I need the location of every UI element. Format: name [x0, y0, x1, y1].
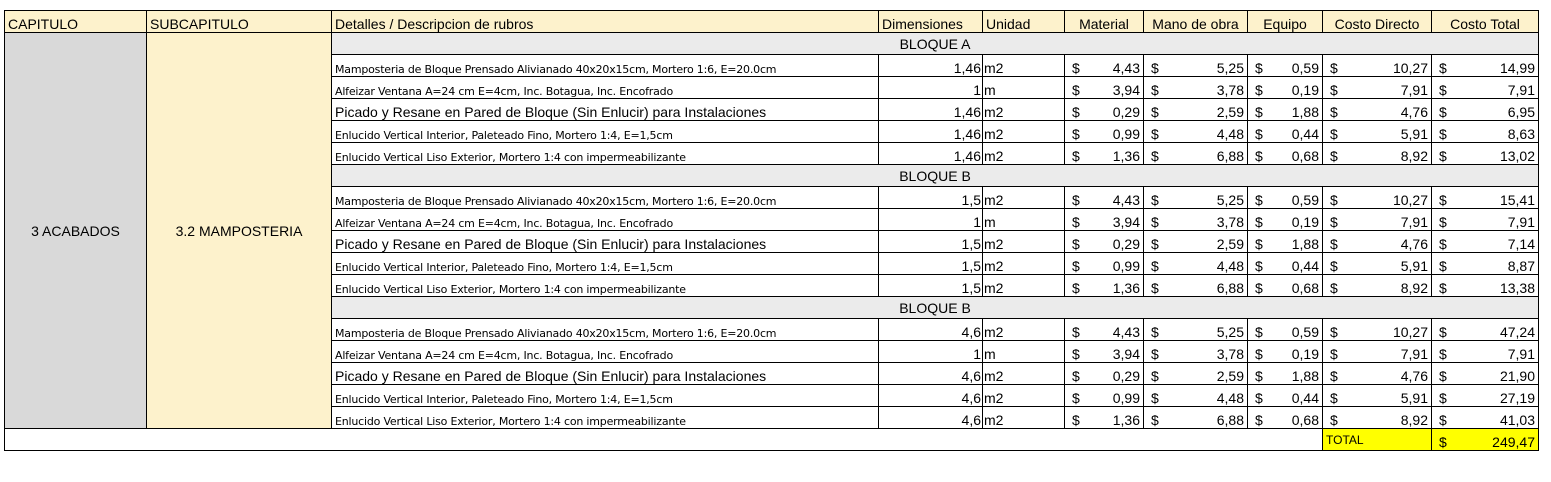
costo-total-cell-value: 7,91	[1507, 346, 1535, 362]
material-cell	[1065, 275, 1144, 297]
equipo-cell	[1248, 275, 1323, 297]
currency-symbol: $	[1255, 368, 1263, 384]
unit-cell: m2	[983, 253, 1065, 275]
costo-total-cell	[1432, 341, 1539, 363]
currency-symbol: $	[1255, 60, 1263, 76]
total-value: 249,47	[1492, 434, 1535, 450]
unit-cell: m2	[983, 319, 1065, 341]
currency-symbol: $	[1330, 126, 1338, 142]
currency-symbol: $	[1439, 280, 1447, 296]
costo-directo-cell	[1323, 275, 1432, 297]
block-title-row	[5, 33, 1539, 55]
material-cell-value: 0,29	[1112, 236, 1140, 252]
mano-obra-cell-value: 3,78	[1216, 346, 1244, 362]
material-cell-value: 0,29	[1112, 104, 1140, 120]
material-cell	[1065, 143, 1144, 165]
material-cell	[1065, 253, 1144, 275]
dimension-cell: 1,5	[879, 231, 983, 253]
dimension-cell: 1,46	[879, 143, 983, 165]
mano-obra-cell	[1144, 209, 1248, 231]
unit-cell: m2	[983, 385, 1065, 407]
costo-total-cell-value: 14,99	[1499, 60, 1535, 76]
currency-symbol: $	[1330, 104, 1338, 120]
costo-total-cell	[1432, 363, 1539, 385]
currency-symbol: $	[1151, 346, 1159, 362]
currency-symbol: $	[1439, 324, 1447, 340]
costo-total-cell	[1432, 407, 1539, 429]
equipo-cell-value: 0,44	[1291, 126, 1319, 142]
mano-obra-cell	[1144, 99, 1248, 121]
equipo-cell	[1248, 363, 1323, 385]
header-costo-total: Costo Total	[1432, 11, 1539, 33]
costo-directo-cell	[1323, 121, 1432, 143]
currency-symbol: $	[1330, 236, 1338, 252]
currency-symbol: $	[1255, 412, 1263, 428]
currency-symbol: $	[1255, 192, 1263, 208]
costo-directo-cell-value: 5,91	[1400, 390, 1428, 406]
currency-symbol: $	[1439, 236, 1447, 252]
material-cell-value: 3,94	[1112, 214, 1140, 230]
currency-symbol: $	[1072, 346, 1080, 362]
currency-symbol: $	[1072, 104, 1080, 120]
costo-total-cell	[1432, 209, 1539, 231]
costo-total-cell-value: 6,95	[1507, 104, 1535, 120]
costo-total-cell	[1432, 385, 1539, 407]
mano-obra-cell	[1144, 77, 1248, 99]
material-cell-value: 4,43	[1112, 60, 1140, 76]
unit-cell: m2	[983, 275, 1065, 297]
equipo-cell-value: 1,88	[1291, 104, 1319, 120]
mano-obra-cell	[1144, 363, 1248, 385]
dimension-cell: 1,46	[879, 55, 983, 77]
costo-total-cell	[1432, 231, 1539, 253]
currency-symbol: $	[1072, 280, 1080, 296]
currency-symbol: $	[1439, 434, 1447, 450]
costo-directo-cell	[1323, 385, 1432, 407]
costo-total-cell-value: 21,90	[1499, 368, 1535, 384]
mano-obra-cell	[1144, 231, 1248, 253]
rubro-description: Mamposteria de Bloque Prensado Alivianado 40x20x15cm, Mortero 1:6, E=20.0cm	[332, 319, 879, 341]
material-cell	[1065, 385, 1144, 407]
currency-symbol: $	[1255, 346, 1263, 362]
unit-cell: m2	[983, 231, 1065, 253]
equipo-cell-value: 1,88	[1291, 368, 1319, 384]
currency-symbol: $	[1330, 390, 1338, 406]
material-cell	[1065, 407, 1144, 429]
currency-symbol: $	[1330, 368, 1338, 384]
costo-total-cell-value: 8,87	[1507, 258, 1535, 274]
unit-cell: m2	[983, 99, 1065, 121]
currency-symbol: $	[1255, 126, 1263, 142]
dimension-cell: 1,5	[879, 253, 983, 275]
equipo-cell-value: 0,59	[1291, 324, 1319, 340]
dimension-cell: 4,6	[879, 319, 983, 341]
material-cell	[1065, 55, 1144, 77]
costo-directo-cell-value: 7,91	[1400, 346, 1428, 362]
currency-symbol: $	[1439, 368, 1447, 384]
currency-symbol: $	[1439, 390, 1447, 406]
currency-symbol: $	[1072, 258, 1080, 274]
dimension-cell: 1	[879, 341, 983, 363]
rubro-description: Picado y Resane en Pared de Bloque (Sin Enlucir) para Instalaciones	[332, 363, 879, 385]
dimension-cell: 4,6	[879, 407, 983, 429]
rubro-description: Enlucido Vertical Interior, Paleteado Fino, Mortero 1:4, E=1,5cm	[332, 253, 879, 275]
equipo-cell-value: 0,19	[1291, 82, 1319, 98]
currency-symbol: $	[1072, 412, 1080, 428]
currency-symbol: $	[1330, 82, 1338, 98]
rubro-description: Enlucido Vertical Interior, Paleteado Fino, Mortero 1:4, E=1,5cm	[332, 121, 879, 143]
costo-directo-cell-value: 4,76	[1400, 368, 1428, 384]
material-cell	[1065, 231, 1144, 253]
unit-cell: m2	[983, 55, 1065, 77]
header-row	[5, 11, 1539, 33]
header-mano-obra: Mano de obra	[1144, 11, 1248, 33]
equipo-cell-value: 0,68	[1291, 412, 1319, 428]
currency-symbol: $	[1439, 148, 1447, 164]
header-subcapitulo: SUBCAPITULO	[147, 11, 332, 33]
costo-directo-cell	[1323, 77, 1432, 99]
rubro-description: Alfeizar Ventana A=24 cm E=4cm, Inc. Botagua, Inc. Encofrado	[332, 341, 879, 363]
mano-obra-cell-value: 6,88	[1216, 148, 1244, 164]
dimension-cell: 1	[879, 209, 983, 231]
equipo-cell-value: 0,19	[1291, 346, 1319, 362]
costo-total-cell	[1432, 319, 1539, 341]
equipo-cell	[1248, 253, 1323, 275]
costo-directo-cell	[1323, 319, 1432, 341]
total-spacer	[5, 429, 1323, 451]
currency-symbol: $	[1151, 192, 1159, 208]
mano-obra-cell	[1144, 319, 1248, 341]
costo-directo-cell	[1323, 143, 1432, 165]
costo-directo-cell-value: 10,27	[1392, 324, 1428, 340]
mano-obra-cell	[1144, 55, 1248, 77]
currency-symbol: $	[1072, 324, 1080, 340]
currency-symbol: $	[1072, 236, 1080, 252]
equipo-cell	[1248, 319, 1323, 341]
currency-symbol: $	[1330, 60, 1338, 76]
costo-directo-cell	[1323, 253, 1432, 275]
currency-symbol: $	[1439, 192, 1447, 208]
currency-symbol: $	[1330, 346, 1338, 362]
mano-obra-cell-value: 6,88	[1216, 280, 1244, 296]
currency-symbol: $	[1151, 280, 1159, 296]
material-cell-value: 0,99	[1112, 126, 1140, 142]
material-cell	[1065, 363, 1144, 385]
mano-obra-cell	[1144, 253, 1248, 275]
costo-total-cell-value: 27,19	[1499, 390, 1535, 406]
equipo-cell	[1248, 121, 1323, 143]
header-dimensiones: Dimensiones	[879, 11, 983, 33]
costo-total-cell-value: 13,02	[1499, 148, 1535, 164]
material-cell-value: 0,29	[1112, 368, 1140, 384]
costo-total-cell	[1432, 253, 1539, 275]
rubro-description: Alfeizar Ventana A=24 cm E=4cm, Inc. Botagua, Inc. Encofrado	[332, 209, 879, 231]
costo-total-cell	[1432, 77, 1539, 99]
equipo-cell-value: 0,19	[1291, 214, 1319, 230]
mano-obra-cell-value: 2,59	[1216, 104, 1244, 120]
material-cell-value: 0,99	[1112, 390, 1140, 406]
equipo-cell	[1248, 143, 1323, 165]
mano-obra-cell	[1144, 275, 1248, 297]
equipo-cell-value: 0,59	[1291, 192, 1319, 208]
costo-directo-cell	[1323, 231, 1432, 253]
material-cell-value: 1,36	[1112, 280, 1140, 296]
equipo-cell-value: 0,68	[1291, 148, 1319, 164]
header-costo-directo: Costo Directo	[1323, 11, 1432, 33]
material-cell	[1065, 209, 1144, 231]
currency-symbol: $	[1151, 214, 1159, 230]
costo-directo-cell	[1323, 187, 1432, 209]
currency-symbol: $	[1151, 60, 1159, 76]
unit-cell: m2	[983, 121, 1065, 143]
mano-obra-cell-value: 5,25	[1216, 60, 1244, 76]
currency-symbol: $	[1151, 324, 1159, 340]
currency-symbol: $	[1151, 368, 1159, 384]
equipo-cell	[1248, 99, 1323, 121]
rubro-description: Mamposteria de Bloque Prensado Alivianado 40x20x15cm, Mortero 1:6, E=20.0cm	[332, 55, 879, 77]
total-label: TOTAL	[1323, 429, 1432, 451]
costo-directo-cell-value: 5,91	[1400, 126, 1428, 142]
equipo-cell-value: 0,68	[1291, 280, 1319, 296]
material-cell-value: 4,43	[1112, 192, 1140, 208]
dimension-cell: 4,6	[879, 363, 983, 385]
material-cell	[1065, 99, 1144, 121]
costo-total-cell-value: 13,38	[1499, 280, 1535, 296]
material-cell-value: 1,36	[1112, 412, 1140, 428]
costo-directo-cell-value: 10,27	[1392, 192, 1428, 208]
costo-directo-cell	[1323, 363, 1432, 385]
costo-directo-cell-value: 10,27	[1392, 60, 1428, 76]
currency-symbol: $	[1072, 192, 1080, 208]
block-title: BLOQUE A	[332, 33, 1539, 55]
capitulo-cell: 3 ACABADOS	[5, 33, 147, 429]
mano-obra-cell	[1144, 121, 1248, 143]
mano-obra-cell-value: 3,78	[1216, 82, 1244, 98]
currency-symbol: $	[1151, 104, 1159, 120]
equipo-cell	[1248, 187, 1323, 209]
currency-symbol: $	[1255, 390, 1263, 406]
costo-total-cell	[1432, 99, 1539, 121]
mano-obra-cell-value: 6,88	[1216, 412, 1244, 428]
equipo-cell	[1248, 341, 1323, 363]
total-row	[5, 429, 1539, 451]
dimension-cell: 1,5	[879, 275, 983, 297]
costo-directo-cell	[1323, 341, 1432, 363]
dimension-cell: 1,46	[879, 99, 983, 121]
material-cell	[1065, 319, 1144, 341]
mano-obra-cell	[1144, 341, 1248, 363]
currency-symbol: $	[1439, 60, 1447, 76]
unit-cell: m2	[983, 187, 1065, 209]
currency-symbol: $	[1439, 258, 1447, 274]
costo-total-cell	[1432, 55, 1539, 77]
material-cell	[1065, 77, 1144, 99]
currency-symbol: $	[1439, 104, 1447, 120]
material-cell	[1065, 187, 1144, 209]
equipo-cell	[1248, 407, 1323, 429]
subcapitulo-cell: 3.2 MAMPOSTERIA	[147, 33, 332, 429]
unit-cell: m2	[983, 407, 1065, 429]
header-unidad: Unidad	[983, 11, 1065, 33]
equipo-cell-value: 1,88	[1291, 236, 1319, 252]
currency-symbol: $	[1439, 346, 1447, 362]
currency-symbol: $	[1151, 412, 1159, 428]
budget-table	[4, 10, 1539, 451]
costo-total-cell	[1432, 121, 1539, 143]
unit-cell: m2	[983, 143, 1065, 165]
currency-symbol: $	[1151, 82, 1159, 98]
rubro-description: Enlucido Vertical Liso Exterior, Mortero 1:4 con impermeabilizante	[332, 143, 879, 165]
currency-symbol: $	[1072, 60, 1080, 76]
currency-symbol: $	[1439, 412, 1447, 428]
block-title: BLOQUE B	[332, 165, 1539, 187]
mano-obra-cell-value: 5,25	[1216, 324, 1244, 340]
mano-obra-cell-value: 5,25	[1216, 192, 1244, 208]
currency-symbol: $	[1330, 192, 1338, 208]
block-title: BLOQUE B	[332, 297, 1539, 319]
material-cell-value: 1,36	[1112, 148, 1140, 164]
currency-symbol: $	[1255, 148, 1263, 164]
currency-symbol: $	[1439, 214, 1447, 230]
mano-obra-cell	[1144, 385, 1248, 407]
costo-directo-cell-value: 7,91	[1400, 214, 1428, 230]
currency-symbol: $	[1330, 214, 1338, 230]
costo-directo-cell	[1323, 407, 1432, 429]
dimension-cell: 1,5	[879, 187, 983, 209]
unit-cell: m2	[983, 363, 1065, 385]
mano-obra-cell	[1144, 407, 1248, 429]
currency-symbol: $	[1255, 104, 1263, 120]
rubro-description: Picado y Resane en Pared de Bloque (Sin Enlucir) para Instalaciones	[332, 231, 879, 253]
dimension-cell: 4,6	[879, 385, 983, 407]
dimension-cell: 1,46	[879, 121, 983, 143]
total-value-cell	[1432, 429, 1539, 451]
currency-symbol: $	[1330, 148, 1338, 164]
mano-obra-cell-value: 2,59	[1216, 368, 1244, 384]
costo-directo-cell-value: 8,92	[1400, 280, 1428, 296]
costo-total-cell	[1432, 187, 1539, 209]
rubro-description: Enlucido Vertical Liso Exterior, Mortero 1:4 con impermeabilizante	[332, 275, 879, 297]
material-cell-value: 3,94	[1112, 346, 1140, 362]
costo-directo-cell-value: 5,91	[1400, 258, 1428, 274]
costo-directo-cell-value: 7,91	[1400, 82, 1428, 98]
equipo-cell	[1248, 209, 1323, 231]
currency-symbol: $	[1255, 236, 1263, 252]
currency-symbol: $	[1330, 324, 1338, 340]
currency-symbol: $	[1255, 258, 1263, 274]
header-material: Material	[1065, 11, 1144, 33]
costo-directo-cell-value: 4,76	[1400, 104, 1428, 120]
currency-symbol: $	[1255, 324, 1263, 340]
rubro-description: Mamposteria de Bloque Prensado Alivianado 40x20x15cm, Mortero 1:6, E=20.0cm	[332, 187, 879, 209]
costo-total-cell-value: 7,14	[1507, 236, 1535, 252]
equipo-cell-value: 0,44	[1291, 390, 1319, 406]
currency-symbol: $	[1255, 82, 1263, 98]
header-capitulo: CAPITULO	[5, 11, 147, 33]
currency-symbol: $	[1151, 126, 1159, 142]
material-cell-value: 4,43	[1112, 324, 1140, 340]
mano-obra-cell-value: 4,48	[1216, 390, 1244, 406]
dimension-cell: 1	[879, 77, 983, 99]
currency-symbol: $	[1151, 148, 1159, 164]
mano-obra-cell-value: 3,78	[1216, 214, 1244, 230]
costo-directo-cell-value: 8,92	[1400, 412, 1428, 428]
currency-symbol: $	[1072, 214, 1080, 230]
material-cell	[1065, 121, 1144, 143]
material-cell-value: 0,99	[1112, 258, 1140, 274]
costo-directo-cell-value: 8,92	[1400, 148, 1428, 164]
costo-total-cell-value: 47,24	[1499, 324, 1535, 340]
equipo-cell	[1248, 77, 1323, 99]
currency-symbol: $	[1072, 390, 1080, 406]
rubro-description: Picado y Resane en Pared de Bloque (Sin Enlucir) para Instalaciones	[332, 99, 879, 121]
mano-obra-cell-value: 4,48	[1216, 258, 1244, 274]
currency-symbol: $	[1151, 390, 1159, 406]
unit-cell: m	[983, 209, 1065, 231]
currency-symbol: $	[1330, 280, 1338, 296]
costo-directo-cell	[1323, 209, 1432, 231]
currency-symbol: $	[1072, 368, 1080, 384]
costo-total-cell-value: 7,91	[1507, 82, 1535, 98]
equipo-cell	[1248, 231, 1323, 253]
currency-symbol: $	[1151, 236, 1159, 252]
rubro-description: Alfeizar Ventana A=24 cm E=4cm, Inc. Botagua, Inc. Encofrado	[332, 77, 879, 99]
costo-directo-cell	[1323, 55, 1432, 77]
equipo-cell-value: 0,44	[1291, 258, 1319, 274]
currency-symbol: $	[1330, 412, 1338, 428]
equipo-cell	[1248, 55, 1323, 77]
material-cell-value: 3,94	[1112, 82, 1140, 98]
currency-symbol: $	[1072, 126, 1080, 142]
currency-symbol: $	[1072, 82, 1080, 98]
equipo-cell-value: 0,59	[1291, 60, 1319, 76]
costo-directo-cell	[1323, 99, 1432, 121]
equipo-cell	[1248, 385, 1323, 407]
costo-total-cell	[1432, 143, 1539, 165]
costo-total-cell	[1432, 275, 1539, 297]
header-equipo: Equipo	[1248, 11, 1323, 33]
unit-cell: m	[983, 77, 1065, 99]
currency-symbol: $	[1255, 214, 1263, 230]
mano-obra-cell-value: 4,48	[1216, 126, 1244, 142]
currency-symbol: $	[1255, 280, 1263, 296]
costo-total-cell-value: 41,03	[1499, 412, 1535, 428]
costo-total-cell-value: 7,91	[1507, 214, 1535, 230]
currency-symbol: $	[1151, 258, 1159, 274]
currency-symbol: $	[1439, 82, 1447, 98]
mano-obra-cell-value: 2,59	[1216, 236, 1244, 252]
currency-symbol: $	[1439, 126, 1447, 142]
costo-total-cell-value: 8,63	[1507, 126, 1535, 142]
material-cell	[1065, 341, 1144, 363]
costo-directo-cell-value: 4,76	[1400, 236, 1428, 252]
mano-obra-cell	[1144, 187, 1248, 209]
currency-symbol: $	[1072, 148, 1080, 164]
costo-total-cell-value: 15,41	[1499, 192, 1535, 208]
header-detalles: Detalles / Descripcion de rubros	[332, 11, 879, 33]
unit-cell: m	[983, 341, 1065, 363]
mano-obra-cell	[1144, 143, 1248, 165]
currency-symbol: $	[1330, 258, 1338, 274]
rubro-description: Enlucido Vertical Liso Exterior, Mortero 1:4 con impermeabilizante	[332, 407, 879, 429]
rubro-description: Enlucido Vertical Interior, Paleteado Fino, Mortero 1:4, E=1,5cm	[332, 385, 879, 407]
